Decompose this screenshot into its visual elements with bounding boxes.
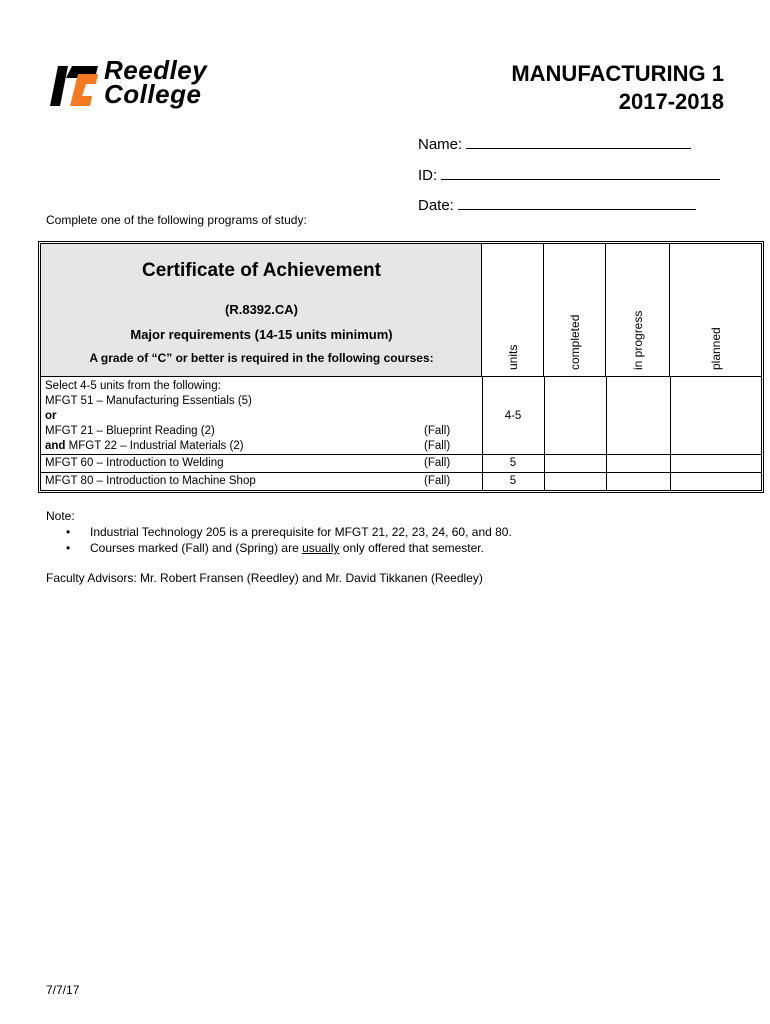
name-label: Name: xyxy=(418,136,463,153)
revision-date: 7/7/17 xyxy=(46,983,80,997)
name-field[interactable] xyxy=(418,134,691,153)
divider xyxy=(41,472,761,473)
divider xyxy=(606,377,607,490)
date-line[interactable] xyxy=(458,195,696,210)
date-field[interactable] xyxy=(418,195,696,214)
units-mfgt60: 5 xyxy=(509,457,517,469)
id-label: ID: xyxy=(418,167,438,184)
title-line-2: 2017-2018 xyxy=(618,89,724,114)
course-mfgt80: MFGT 80 – Introduction to Machine Shop xyxy=(45,475,256,487)
divider xyxy=(544,377,545,490)
bullet-icon: • xyxy=(66,525,71,539)
course-mfgt60: MFGT 60 – Introduction to Welding xyxy=(45,457,224,469)
logo-line-1: Reedley xyxy=(104,55,208,85)
term-mfgt22: (Fall) xyxy=(424,440,451,452)
term-mfgt60: (Fall) xyxy=(424,457,451,469)
certificate-title: Certificate of Achievement xyxy=(142,260,381,281)
certificate-table xyxy=(38,241,764,493)
grade-requirement: A grade of “C” or better is required in the following courses: xyxy=(89,351,434,365)
date-label: Date: xyxy=(418,197,454,214)
term-mfgt80: (Fall) xyxy=(424,475,451,487)
title-line-1: MANUFACTURING 1 xyxy=(511,61,724,86)
logo-wordmark xyxy=(104,55,208,109)
reedley-college-logo xyxy=(44,55,249,110)
note-label: Note: xyxy=(46,509,75,523)
select-instruction: Select 4-5 units from the following: xyxy=(45,380,221,392)
rc-emblem-icon xyxy=(44,60,102,108)
bullet-icon: • xyxy=(66,541,71,555)
logo-line-2: College xyxy=(104,79,202,109)
divider xyxy=(482,377,483,490)
faculty-advisors: Faculty Advisors: Mr. Robert Fransen (Reedley) and Mr. David Tikkanen (Reedley) xyxy=(46,571,483,585)
note-bullet-1: • Industrial Technology 205 is a prerequisite for MFGT 21, 22, 23, 24, 60, and 80. xyxy=(66,525,512,539)
id-line[interactable] xyxy=(441,165,720,180)
note-bullet-2: • Courses marked (Fall) and (Spring) are usually only offered that semester. xyxy=(66,541,484,555)
term-mfgt21: (Fall) xyxy=(424,425,451,437)
id-field[interactable] xyxy=(418,165,720,184)
course-mfgt22: and MFGT 22 – Industrial Materials (2) xyxy=(45,440,244,452)
or-label: or xyxy=(45,410,57,422)
course-mfgt21: MFGT 21 – Blueprint Reading (2) xyxy=(45,425,215,437)
certificate-header xyxy=(41,244,482,377)
instruction-text: Complete one of the following programs of study: xyxy=(46,213,307,227)
column-planned: planned xyxy=(670,244,761,377)
course-mfgt51: MFGT 51 – Manufacturing Essentials (5) xyxy=(45,395,252,407)
major-requirements: Major requirements (14-15 units minimum) xyxy=(130,327,393,342)
column-completed: completed xyxy=(544,244,606,377)
divider xyxy=(670,377,671,490)
column-units: units xyxy=(482,244,544,377)
divider xyxy=(41,454,761,455)
column-in-progress: in progress xyxy=(606,244,670,377)
name-line[interactable] xyxy=(466,134,691,149)
certificate-code: (R.8392.CA) xyxy=(225,302,298,317)
program-title xyxy=(511,60,724,116)
units-group: 4-5 xyxy=(504,410,522,422)
and-label: and xyxy=(45,440,66,452)
units-mfgt80: 5 xyxy=(509,475,517,487)
